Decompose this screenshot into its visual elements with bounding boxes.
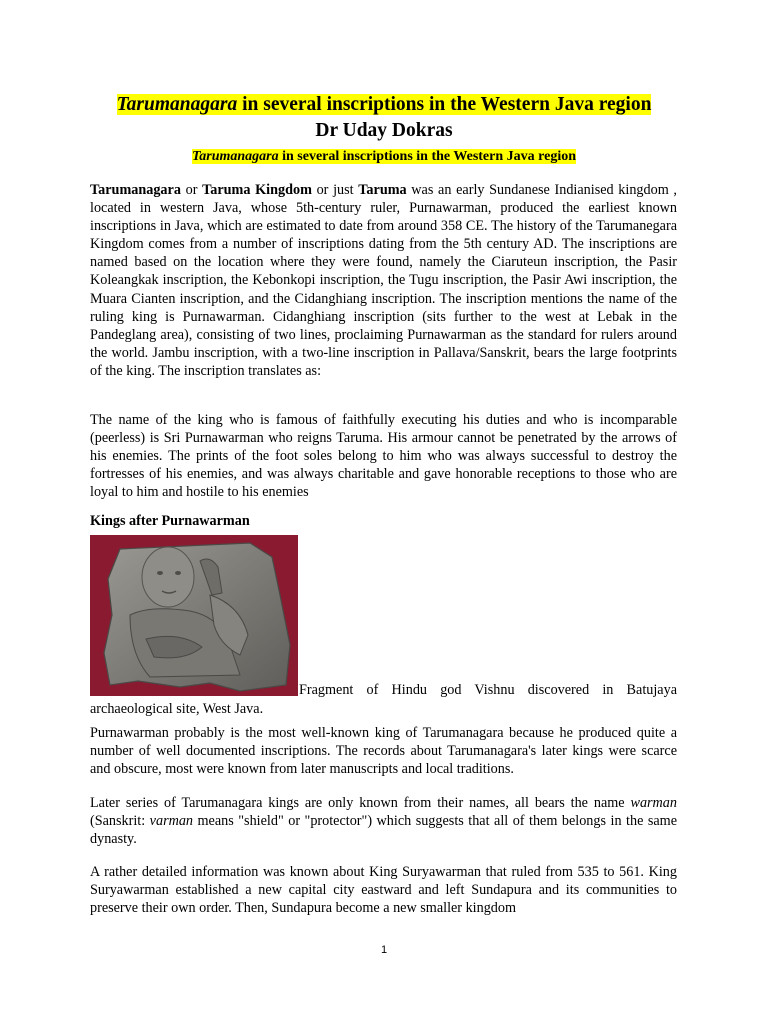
title-highlight	[117, 94, 652, 115]
para4-text-3: means "shield" or "protector") which suggests that all of them belongs in the same dynasty.	[90, 813, 678, 848]
paragraph-translation: The name of the king who is famous of faithfully executing his duties and who is incomparable (peerless) is Sri Purnawarman who reigns Taruma. His armour cannot be penetrated by the arrows of his enemies. The prints of the foot soles belong to him who was always successful to destroy the fortresses of his enemies, and was always charitable and gave honorable receptions to those who are loyal to him and hostile to his enemies	[90, 412, 677, 501]
paragraph-purnawarman: Purnawarman probably is the most well-known king of Tarumanagara because he produced quite a number of well documented inscriptions. The records about Tarumanagara's later kings were scarce and obscure, most were known from later manuscripts and local traditions.	[90, 725, 677, 778]
figure-caption: Fragment of Hindu god Vishnu discovered in Batujaya	[299, 682, 677, 698]
subtitle-rest: in several inscriptions in the Western Java region	[278, 149, 576, 164]
para1-text-1: or	[180, 182, 203, 198]
vishnu-fragment-illustration	[90, 535, 298, 696]
term-tarumanagara: Tarumanagara	[90, 182, 181, 198]
subtitle-italic: Tarumanagara	[192, 149, 279, 164]
subtitle	[0, 147, 768, 167]
paragraph-later-kings	[90, 794, 677, 848]
figure-caption-continued: archaeological site, West Java.	[90, 701, 264, 717]
para1-text-2: or just	[311, 182, 359, 198]
term-taruma-kingdom: Taruma Kingdom	[202, 182, 312, 198]
author-name: Dr Uday Dokras	[315, 120, 453, 141]
subtitle-highlight	[192, 149, 576, 164]
para1-text-3: was an early Sundanese Indianised kingdom , located in western Java, whose 5th-century ruler, Purnawarman, produced the earliest known inscriptions in Java, which are estimated to date from around 358 CE. The history of the Tarumanegara Kingdom comes from a number of inscriptions dating from the 5th century AD. The inscriptions are named based on the location where they were found, namely the Ciaruteun inscription, the Pasir Koleangkak inscription, the Kebonkopi inscription, the Tugu inscription, the Pasir Awi inscription, the Muara Cianten inscription, and the Cidanghiang inscription. The inscription mentions the name of the ruling king is Purnawarman. Cidanghiang inscription (sits further to the west at Lebak in the Pandeglang area), consisting of two lines, proclaiming Purnawarman as the standard for rulers around the world. Jambu inscription, with a two-line inscription in Pallava/Sanskrit, bears the large footprints of the king. The inscription translates as:	[90, 182, 677, 379]
author-line	[0, 118, 768, 144]
title-rest: in several inscriptions in the Western Java region	[237, 94, 652, 115]
paragraph-suryawarman: A rather detailed information was known about King Suryawarman that ruled from 535 to 561. King Suryawarman established a new capital city eastward and left Sundapura and its communities to preserve their own order. Then, Sundapura become a new smaller kingdom	[90, 864, 677, 917]
term-varman: varman	[149, 813, 194, 830]
section-heading-kings: Kings after Purnawarman	[90, 513, 250, 529]
term-warman: warman	[630, 795, 677, 811]
vishnu-fragment-image	[90, 535, 298, 696]
paragraph-intro	[90, 181, 677, 380]
term-taruma: Taruma	[358, 182, 407, 198]
title-italic: Tarumanagara	[116, 94, 238, 115]
page-title	[0, 92, 768, 118]
page-number: 1	[380, 944, 388, 956]
para4-text-1: Later series of Tarumanagara kings are only known from their names, all bears the name	[90, 795, 631, 811]
para4-text-2: (Sanskrit:	[90, 813, 150, 830]
